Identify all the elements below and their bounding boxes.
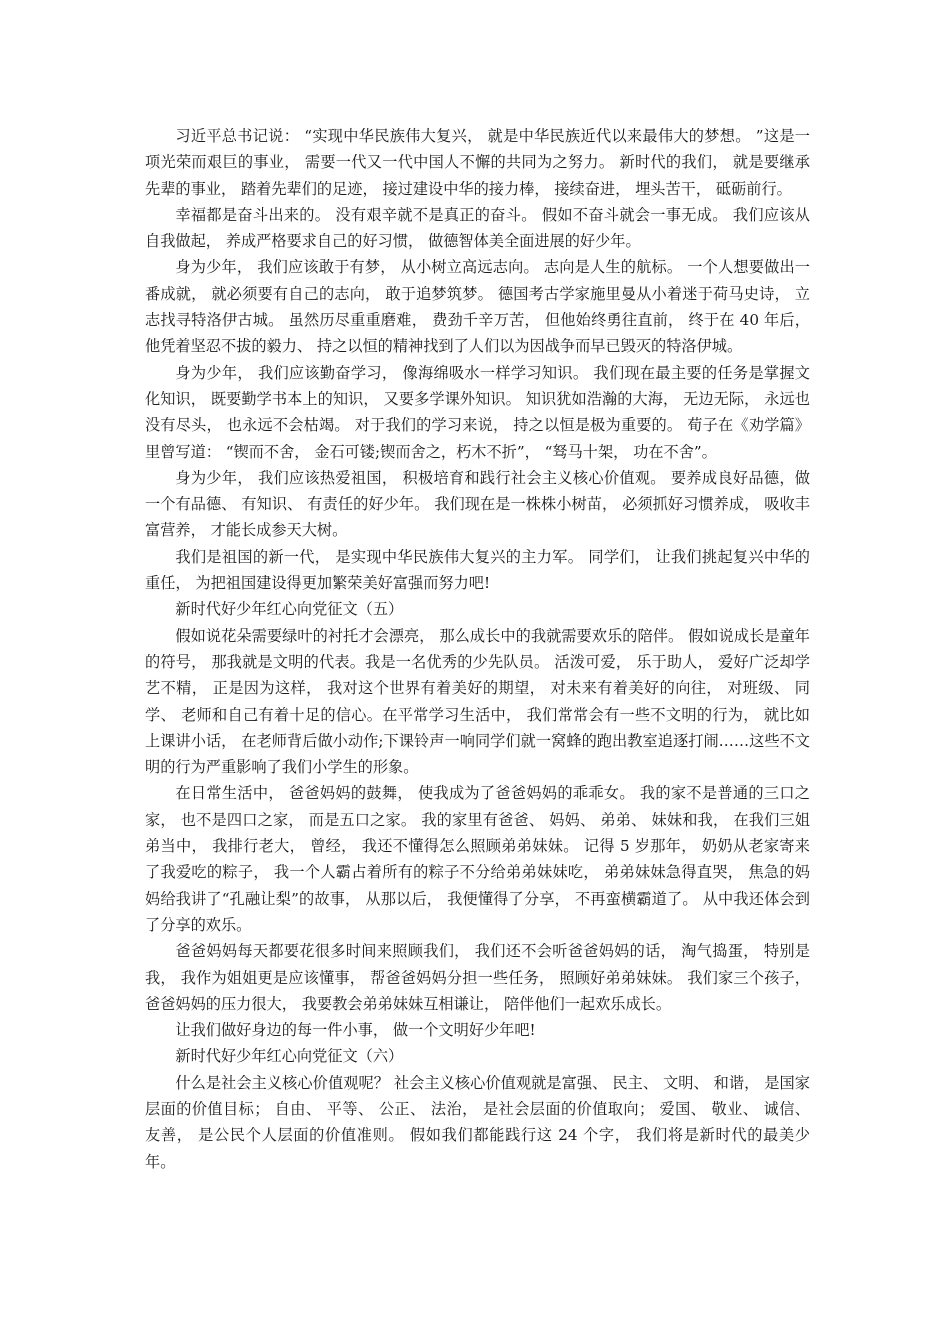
section-heading-5: 新时代好少年红心向党征文（五） [175, 600, 404, 619]
paragraph-4: 身为少年， 我们应该勤奋学习， 像海绵吸水一样学习知识。 我们现在最主要的任务是掌握文化知识， 既要勤学书本上的知识， 又要多学课外知识。 知识犹如浩瀚的大海， 无边无际， 永远也没有尽头， 也永远不会枯竭。 对于我们的学习来说， 持之以恒是极为重要的。 荀子在《劝学篇》 里曾写道： “锲而不舍， 金石可镂;锲而舍之，朽木不折”， “驽马十架， 功在不舍”。 [145, 363, 810, 461]
section-heading-6: 新时代好少年红心向党征文（六） [175, 1047, 404, 1066]
paragraph-11: 什么是社会主义核心价值观呢？ 社会主义核心价值观就是富强、 民主、 文明、 和谐， 是国家层面的价值目标； 自由、 平等、 公正、 法治， 是社会层面的价值取向； 爱国、 敬业、 诚信、 友善， 是公民个人层面的价值准则。 假如我们都能践行这 24 个字， 我们将是新时代的最美少年。 [145, 1073, 810, 1171]
paragraph-10: 让我们做好身边的每一件小事， 做一个文明好少年吧! [175, 1021, 536, 1040]
paragraph-6: 我们是祖国的新一代， 是实现中华民族伟大复兴的主力军。 同学们， 让我们挑起复兴中华的重任， 为把祖国建设得更加繁荣美好富强而努力吧! [145, 547, 810, 593]
paragraph-3: 身为少年， 我们应该敢于有梦， 从小树立高远志向。 志向是人生的航标。 一个人想要做出一番成就， 就必须要有自己的志向， 敢于追梦筑梦。 德国考古学家施里曼从小着迷于荷马史诗， 立志找寻特洛伊古城。 虽然历尽重重磨难， 费劲千辛万苦， 但他始终勇往直前， 终于在 40 年后， 他凭着坚忍不拔的毅力、 持之以恒的精神找到了人们以为因战争而早已毁灭的特洛伊城。 [145, 258, 810, 356]
paragraph-7: 假如说花朵需要绿叶的衬托才会漂亮， 那么成长中的我就需要欢乐的陪伴。 假如说成长是童年的符号， 那我就是文明的代表。我是一名优秀的少先队员。 活泼可爱， 乐于助人， 爱好广泛却学艺不精， 正是因为这样， 我对这个世界有着美好的期望， 对未来有着美好的向往， 对班级、 同学、 老师和自己有着十足的信心。在平常学习生活中， 我们常常会有一些不文明的行为， 就比如上课讲小话， 在老师背后做小动作;下课铃声一响同学们就一窝蜂的跑出教室追逐打闹……这些不文明的行为严重影响了我们小学生的形象。 [145, 626, 810, 777]
paragraph-1: 习近平总书记说： “实现中华民族伟大复兴， 就是中华民族近代以来最伟大的梦想。 ”这是一项光荣而艰巨的事业， 需要一代又一代中国人不懈的共同为之努力。 新时代的我们， 就是要继承先辈的事业， 踏着先辈们的足迹， 接过建设中华的接力棒， 接续奋进， 埋头苦干， 砥砺前行。 [145, 127, 810, 198]
paragraph-2: 幸福都是奋斗出来的。 没有艰辛就不是真正的奋斗。 假如不奋斗就会一事无成。 我们应该从自我做起， 养成严格要求自己的好习惯， 做德智体美全面进展的好少年。 [145, 205, 810, 251]
paragraph-8: 在日常生活中， 爸爸妈妈的鼓舞， 使我成为了爸爸妈妈的乖乖女。 我的家不是普通的三口之家， 也不是四口之家， 而是五口之家。 我的家里有爸爸、 妈妈、 弟弟、 妹妹和我， 在我们三姐弟当中， 我排行老大， 曾经， 我还不懂得怎么照顾弟弟妹妹。 记得 5 岁那年， 奶奶从老家寄来了我爱吃的粽子， 我一个人霸占着所有的粽子不分给弟弟妹妹吃， 弟弟妹妹急得直哭， 焦急的妈妈给我讲了“孔融让梨”的故事， 从那以后， 我便懂得了分享， 不再蛮横霸道了。 从中我还体会到了分享的欢乐。 [145, 784, 810, 934]
paragraph-9: 爸爸妈妈每天都要花很多时间来照顾我们， 我们还不会听爸爸妈妈的话， 淘气捣蛋， 特别是我， 我作为姐姐更是应该懂事， 帮爸爸妈妈分担一些任务， 照顾好弟弟妹妹。 我们家三个孩子， 爸爸妈妈的压力很大， 我要教会弟弟妹妹互相谦让， 陪伴他们一起欢乐成长。 [145, 942, 810, 1013]
paragraph-5: 身为少年， 我们应该热爱祖国， 积极培育和践行社会主义核心价值观。 要养成良好品德，做一个有品德、 有知识、 有责任的好少年。 我们现在是一株株小树苗， 必须抓好习惯养成， 吸收丰富营养， 才能长成参天大树。 [145, 468, 810, 540]
document-body [145, 123, 810, 1175]
